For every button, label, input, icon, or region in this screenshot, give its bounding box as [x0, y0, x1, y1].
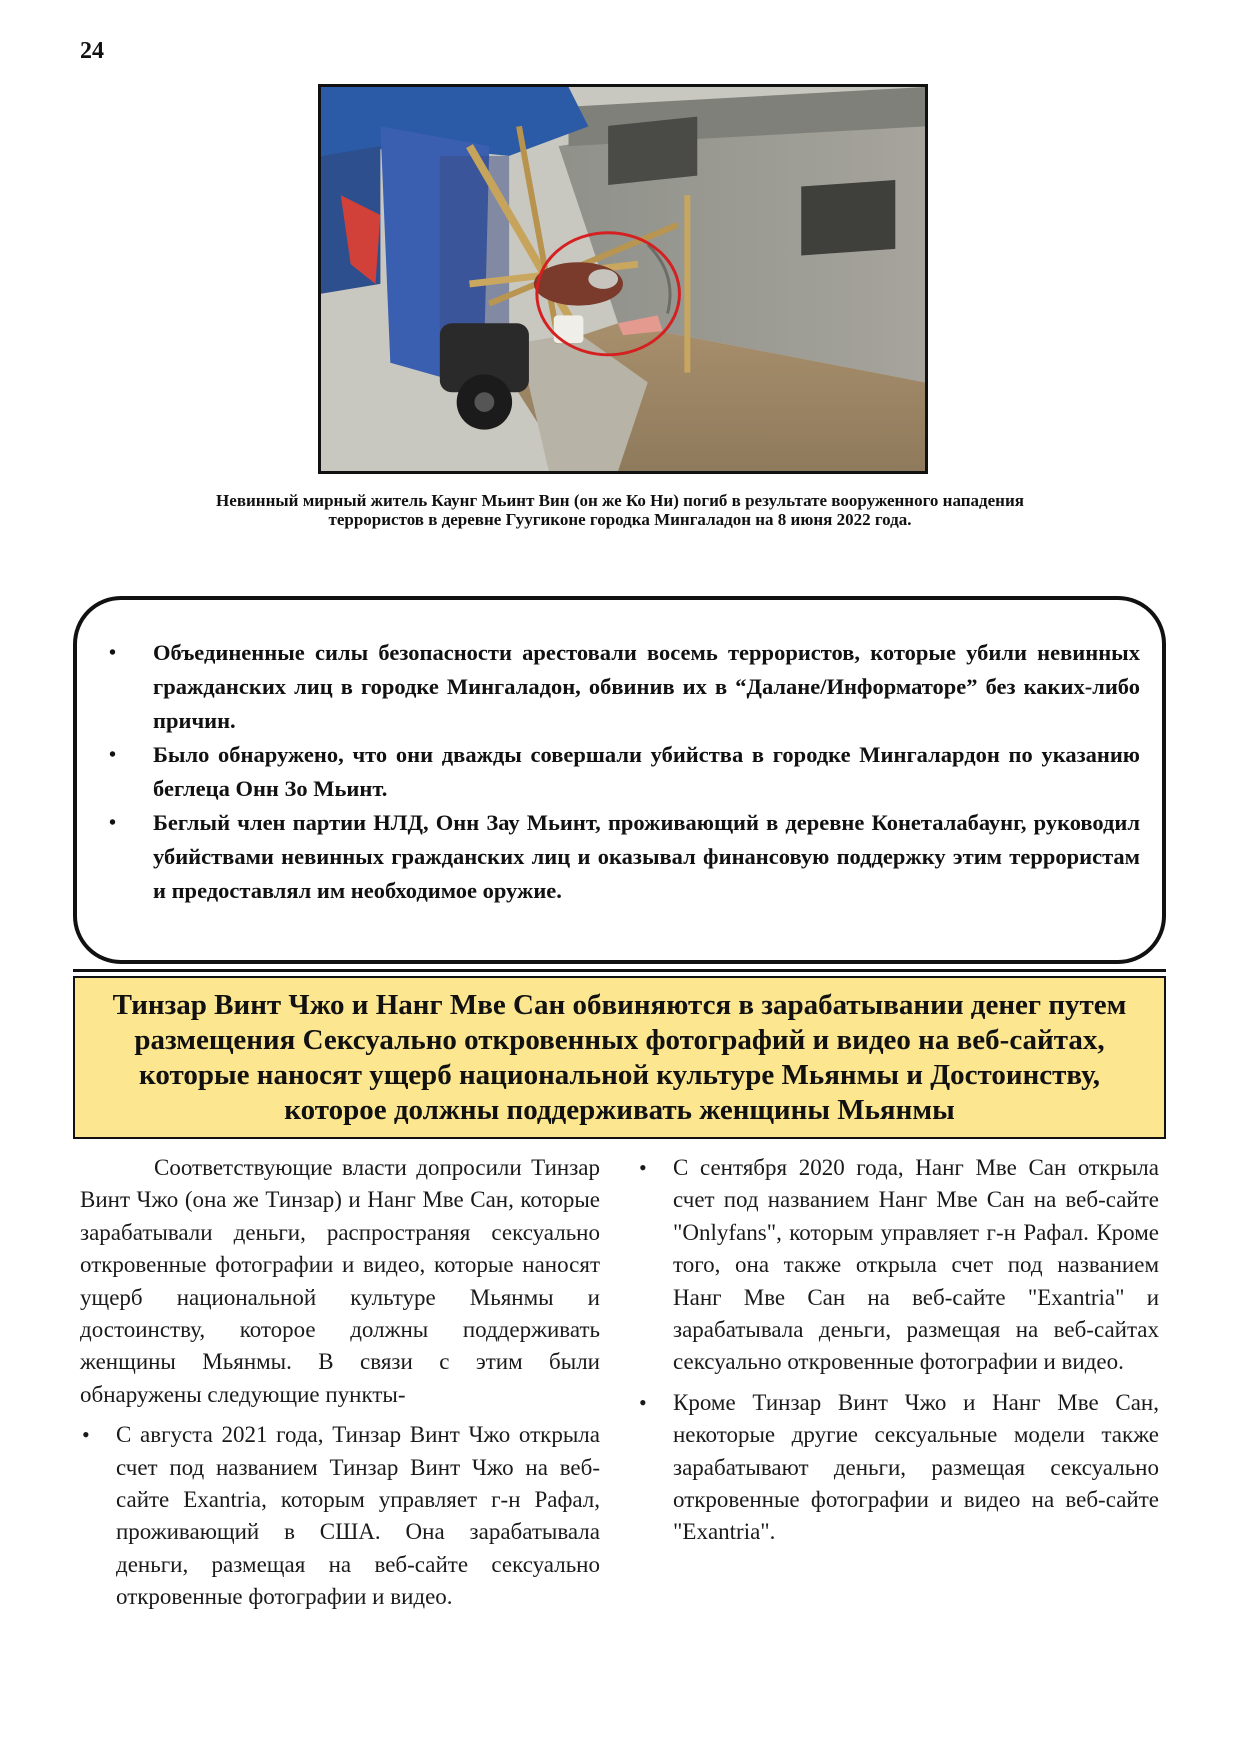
key-points-box: [73, 596, 1166, 964]
article-column-left: [80, 1152, 600, 1614]
article-point: • С сентября 2020 года, Нанг Мве Сан открыла счет под названием Нанг Мве Сан на веб-сайте "Onlyfans", которым управляет г-н Рафал. Кроме того, она также открыла счет под названием Нанг Мве Сан на веб-сайте "Exantria" и зарабатывала деньги, размещая на веб-сайтах сексуально откровенные фотографии и видео.: [637, 1152, 1159, 1379]
page-number: 24: [80, 38, 104, 64]
article-points-right: [637, 1152, 1159, 1549]
key-point: • Объединенные силы безопасности арестовали восемь террористов, которые убили невинных гражданских лиц в городке Мингаладон, обвинив их в “Далане/Информаторе” без каких-либо причин.: [95, 636, 1140, 738]
article-headline: Тинзар Винт Чжо и Нанг Мве Сан обвиняются в зарабатывании денег путем размещения Сексуально откровенных фотографий и видео на веб-сайтах, которые наносят ущерб национальной культуре Мьянмы и Достоинству, которое должны поддерживать женщины Мьянмы: [73, 976, 1166, 1139]
photo-crime-scene: [321, 87, 925, 471]
key-point: • Беглый член партии НЛД, Онн Зау Мьинт, проживающий в деревне Конеталабаунг, руководил убийствами невинных гражданских лиц и оказывал финансовую поддержку этим террористам и предоставлял им необходимое оружие.: [95, 806, 1140, 908]
article-column-right: [637, 1152, 1159, 1549]
key-point: • Было обнаружено, что они дважды совершали убийства в городке Мингалардон по указанию беглеца Онн Зо Мьинт.: [95, 738, 1140, 806]
article-points-left: [80, 1419, 600, 1613]
news-photo: [318, 84, 928, 474]
key-points-list: [95, 636, 1140, 908]
article-intro: Соответствующие власти допросили Тинзар Винт Чжо (она же Тинзар) и Нанг Мве Сан, которые зарабатывали деньги, распространяя сексуально откровенные фотографии и видео, которые наносят ущерб национальной культуре Мьянмы и достоинству, которое должны поддерживать женщины Мьянмы. В связи с этим были обнаружены следующие пункты-: [80, 1155, 600, 1407]
article-point: • Кроме Тинзар Винт Чжо и Нанг Мве Сан, некоторые другие сексуальные модели также зарабатывают деньги, размещая сексуально откровенные фотографии и видео на веб-сайте "Exantria".: [637, 1387, 1159, 1549]
article-point: • С августа 2021 года, Тинзар Винт Чжо открыла счет под названием Тинзар Винт Чжо на веб-сайте Exantria, которым управляет г-н Рафал, проживающий в США. Она зарабатывала деньги, размещая на веб-сайте сексуально откровенные фотографии и видео.: [80, 1419, 600, 1613]
photo-caption: Невинный мирный житель Каунг Мьинт Вин (он же Ко Ни) погиб в результате вооруженного нападения террористов в деревне Гуугиконе городка Мингаладон на 8 июня 2022 года.: [216, 491, 1024, 529]
divider-line: [73, 969, 1166, 972]
